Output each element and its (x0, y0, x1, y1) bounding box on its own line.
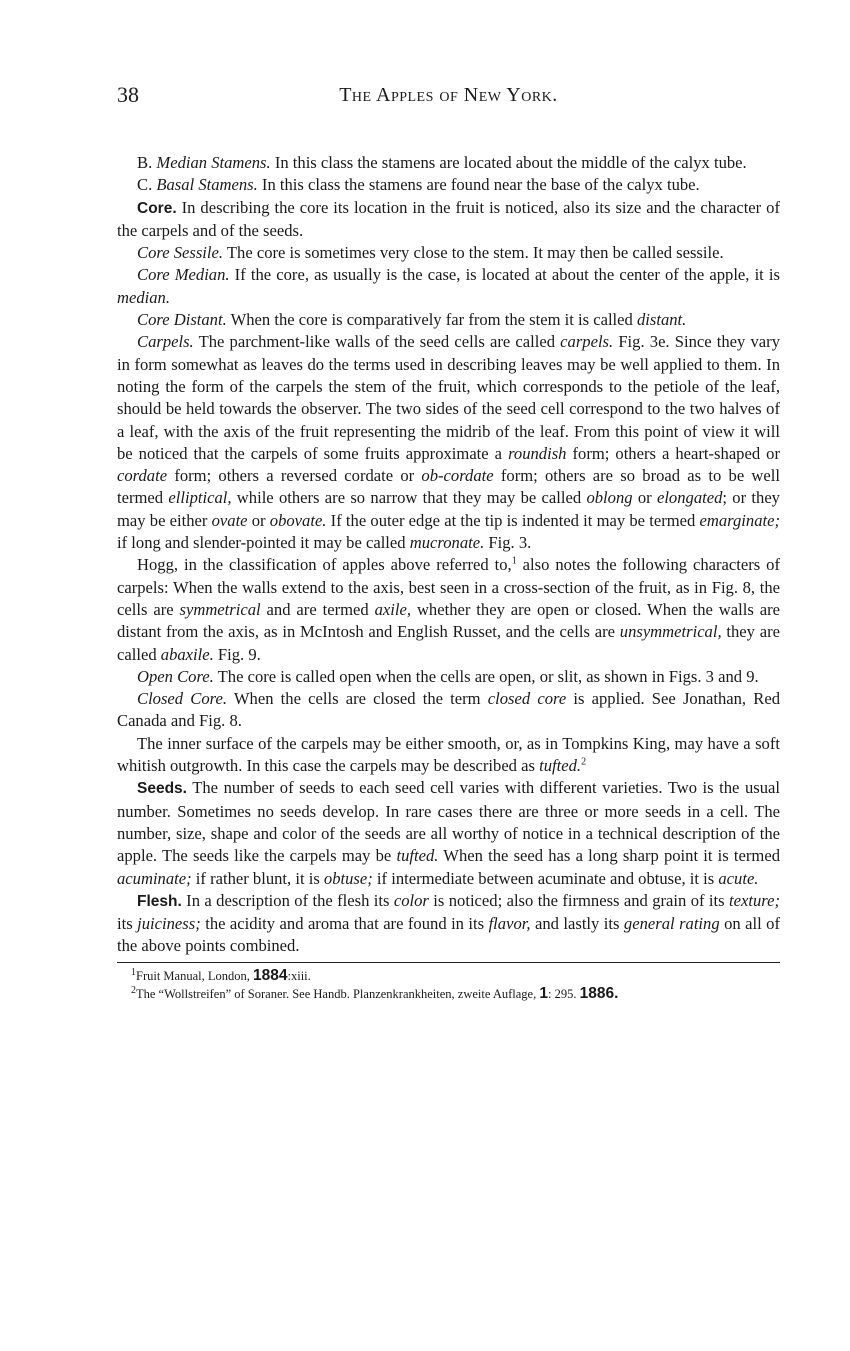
italic-term: elliptical, (168, 488, 232, 508)
italic-term: color (393, 890, 429, 910)
text-run: The inner surface of the carpels may be either smooth, or, as in Tompkins King, may have a soft whitish outgrowth. In this case the carpels may be described as (117, 733, 780, 776)
italic-term: Closed Core. (137, 689, 227, 709)
page-number: 38 (117, 82, 139, 107)
text-run: form; others a reversed cordate or (167, 466, 422, 486)
text-run: and are termed (260, 599, 375, 619)
italic-term: tufted. (396, 846, 439, 866)
text-run: Hogg, in the classification of apples above referred to, (137, 555, 512, 575)
text-run: The number of seeds to each seed cell varies with different varieties. Two is the usual number. Sometimes no seeds develop. In rare cases there are three or more seeds in a cell. The number, size, shape and color of the seeds are all worthy of notice in a technical description of the apple. The seeds like the carpels may be (117, 778, 780, 866)
footnote (117, 985, 780, 1003)
text-run: The “Wollstreifen” of Soraner. See Handb. Planzenkrankheiten, zweite Auflage, (136, 986, 540, 1001)
footnote-marker: 2 (581, 756, 587, 768)
footnote-marker: 1 (511, 555, 517, 567)
italic-term: carpels. (560, 332, 614, 352)
italic-term: Core Sessile. (137, 243, 224, 263)
italic-term: flavor, (488, 914, 531, 934)
paragraph (117, 264, 780, 309)
text-run: if long and slender-pointed it may be called (117, 533, 410, 553)
text-run: If the core, as usually is the case, is located at about the center of the apple, it is (229, 265, 780, 285)
text-run: its (117, 914, 138, 934)
text-run: on all of the above points combined. (117, 914, 781, 956)
italic-term: tufted. (539, 756, 582, 776)
paragraph (117, 554, 780, 665)
italic-term: distant. (636, 310, 687, 330)
footnote-marker: 2 (131, 984, 136, 996)
footnote-rule (117, 962, 780, 963)
book-page (117, 82, 780, 1003)
body-text (117, 152, 780, 958)
text-run: The parchment-like walls of the seed cells are called (193, 332, 561, 352)
text-run: Fruit Manual, London, (136, 968, 254, 983)
text-run: B. (137, 153, 157, 172)
text-run: Fig. 3e. Since they vary in form somewhat as leaves do the terms used in describing leaves may be well applied to them. In noting the form of the carpels the stem of the fruit, which corresponds to the petiole of the leaf, should be held towards the observer. The two sides of the seed cell correspond to the two halves of a leaf, with the axis of the fruit representing the midrib of the leaf. From this point of view it will be noticed that the carpels of some fruits approximate a (117, 332, 780, 463)
text-run: In this class the stamens are located about the middle of the calyx tube. (270, 153, 747, 172)
italic-term: acuminate; (117, 868, 192, 888)
italic-term: Core Median. (137, 265, 230, 285)
text-run: whether they are open or closed. When the walls are distant from the axis, as in McIntosh and English Russet, and the cells are (117, 599, 780, 642)
text-run: form; others are so broad as to be well termed (117, 466, 780, 508)
italic-term: Open Core. (137, 666, 214, 686)
text-run: The core is sometimes very close to the stem. It may then be called sessile. (223, 243, 724, 263)
paragraph (117, 666, 780, 688)
paragraph (117, 890, 780, 958)
italic-term: unsymmetrical, (619, 622, 722, 642)
bold-heading: Flesh. (137, 892, 182, 910)
text-run: In this class the stamens are found near the base of the calyx tube. (257, 175, 700, 195)
paragraph (117, 777, 780, 889)
italic-term: oblong (586, 488, 633, 508)
text-run: C. (137, 175, 157, 195)
text-run: or (632, 488, 657, 508)
text-run: is noticed; also the firmness and grain of its (428, 890, 730, 910)
text-run: The core is called open when the cells are open, or slit, as shown in Figs. 3 and 9. (213, 666, 759, 686)
italic-term: general rating (623, 914, 720, 934)
footnote (117, 967, 780, 985)
bold-heading: 1886. (579, 984, 619, 1002)
text-run: When the seed has a long sharp point it is termed (438, 846, 781, 866)
italic-term: Median Stamens. (156, 153, 271, 172)
text-run: If the outer edge at the tip is indented it may be termed (326, 510, 700, 530)
italic-term: texture; (729, 890, 780, 910)
italic-term: juiciness; (137, 914, 201, 934)
text-run: :xiii. (287, 968, 311, 983)
footnote-marker: 1 (131, 966, 136, 978)
italic-term: Carpels. (137, 332, 194, 352)
text-run: if rather blunt, it is (191, 868, 324, 888)
text-run: Fig. 9. (213, 644, 261, 664)
paragraph (117, 309, 780, 331)
paragraph (117, 242, 780, 264)
text-run: while others are so narrow that they may be called (231, 488, 587, 508)
bold-heading: 1 (539, 984, 548, 1002)
paragraph (117, 331, 780, 554)
text-run: ; or they may be either (117, 488, 780, 530)
text-run: or (247, 510, 270, 530)
italic-term: elongated (656, 488, 723, 508)
italic-term: Basal Stamens. (156, 175, 258, 195)
text-run: the acidity and aroma that are found in its (200, 914, 489, 934)
text-run: if intermediate between acuminate and obtuse, it is (372, 868, 719, 888)
text-run: also notes the following characters of carpels: When the walls extend to the axis, best seen in a cross-section of the fruit, as in Fig. 8, the cells are (117, 555, 780, 619)
italic-term: acute. (718, 868, 759, 888)
italic-term: closed core (487, 689, 567, 709)
italic-term: mucronate. (409, 533, 485, 553)
italic-term: symmetrical (179, 599, 261, 619)
italic-term: abaxile. (160, 644, 214, 664)
paragraph (117, 152, 780, 174)
text-run: When the cells are closed the term (227, 689, 488, 709)
paragraph (117, 174, 780, 196)
text-run: Fig. 3. (484, 533, 532, 553)
italic-term: roundish (508, 443, 567, 463)
text-run: In a description of the flesh its (181, 890, 394, 910)
text-run: they are called (117, 622, 780, 664)
footnotes (117, 967, 780, 1003)
italic-term: median. (117, 287, 170, 307)
paragraph (117, 197, 780, 243)
italic-term: ovate (211, 510, 248, 530)
page-header (117, 82, 780, 118)
paragraph (117, 688, 780, 733)
running-title: The Apples of New York. (339, 84, 558, 106)
text-run: form; others a heart-shaped or (566, 443, 780, 463)
bold-heading: Seeds. (137, 780, 187, 798)
italic-term: cordate (117, 466, 168, 486)
italic-term: Core Distant. (137, 310, 227, 330)
italic-term: obovate. (269, 510, 327, 530)
italic-term: obtuse; (323, 868, 373, 888)
paragraph (117, 733, 780, 778)
text-run: : 295. (547, 986, 580, 1001)
bold-heading: Core. (137, 199, 177, 217)
text-run: When the core is comparatively far from the stem it is called (226, 310, 637, 330)
italic-term: axile, (374, 599, 412, 619)
text-run: and lastly its (530, 914, 624, 934)
italic-term: emarginate; (699, 510, 780, 530)
text-run: is applied. See Jonathan, Red Canada and Fig. 8. (117, 689, 780, 731)
text-run: In describing the core its location in the fruit is noticed, also its size and the character of the carpels and of the seeds. (117, 197, 780, 240)
italic-term: ob-cordate (421, 466, 494, 486)
bold-heading: 1884 (253, 966, 288, 984)
